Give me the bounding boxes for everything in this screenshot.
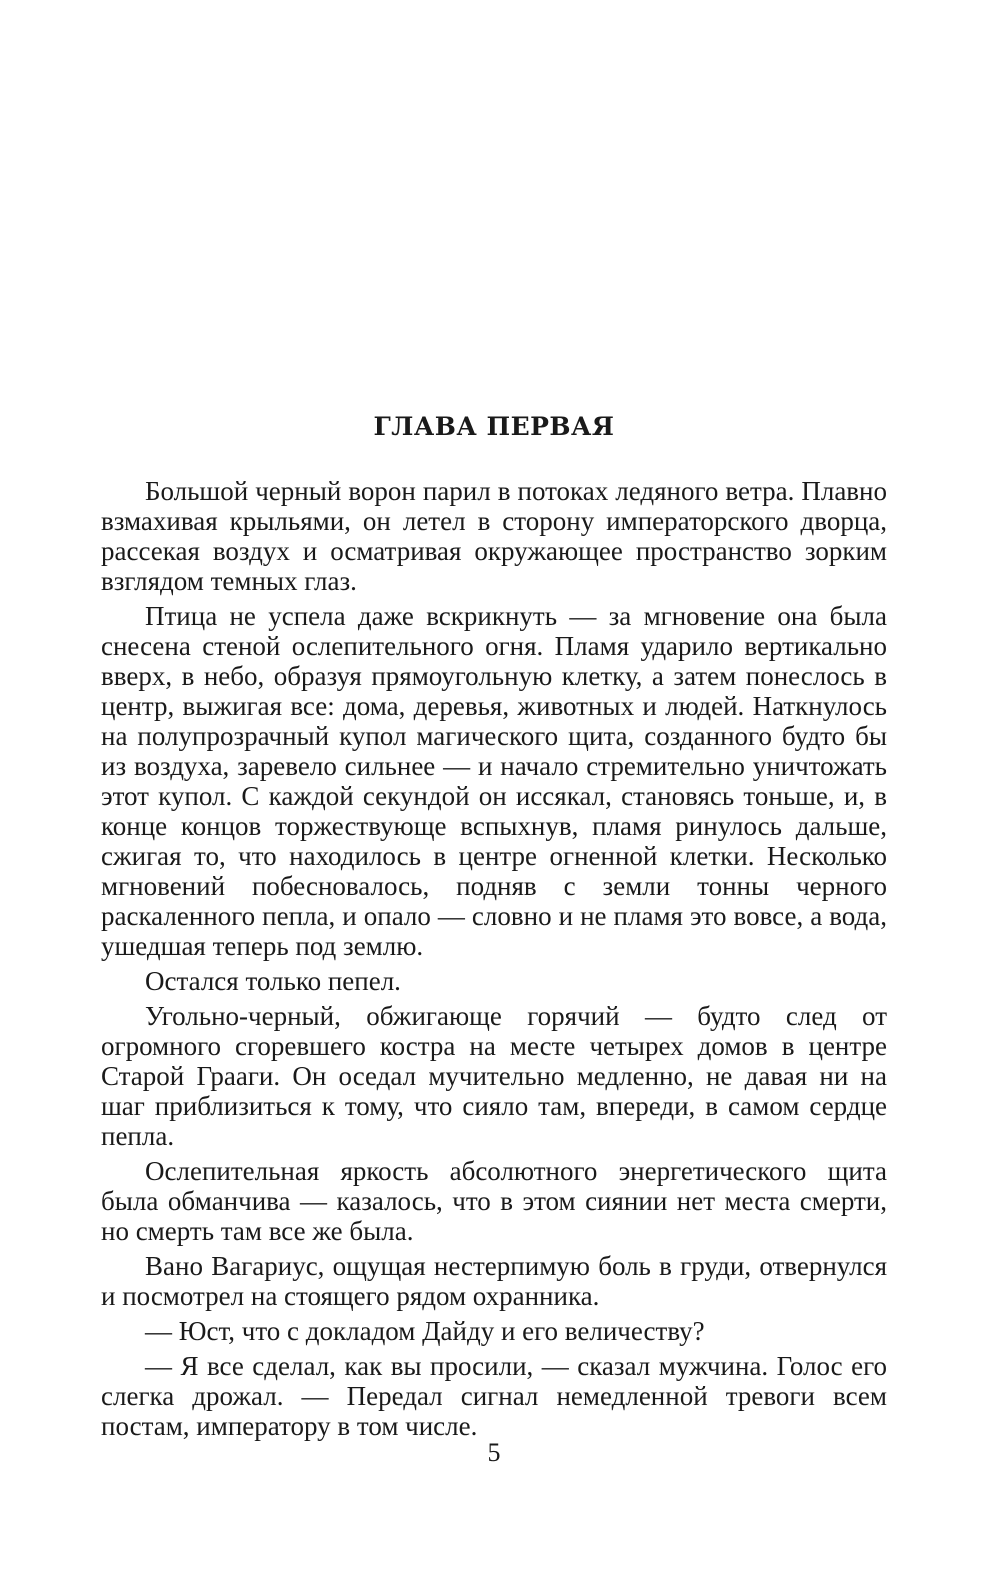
book-page (101, 0, 887, 1575)
dialogue-line: — Юст, что с докладом Дайду и его величеству? (145, 1316, 705, 1346)
paragraph: Вано Вагариус, ощущая нестерпимую боль в груди, отвернулся и посмотрел на стоящего рядом охранника. (101, 1251, 887, 1311)
paragraph: Угольно-черный, обжигающе горячий — будто след от огромного сгоревшего костра на месте четырех домов в центре Старой Грааги. Он оседал мучительно медленно, не давая ни на шаг приблизиться к тому, что сияло там, впереди, в самом сердце пепла. (101, 1001, 887, 1151)
chapter-title: ГЛАВА ПЕРВАЯ (373, 412, 615, 441)
page-number: 5 (487, 1438, 501, 1467)
paragraph: Большой черный ворон парил в потоках ледяного ветра. Плавно взмахивая крыльями, он летел в сторону императорского дворца, рассекая воздух и осматривая окружающее пространство зорким взглядом темных глаз. (101, 476, 887, 596)
dialogue-line: — Я все сделал, как вы просили, — сказал мужчина. Голос его слегка дрожал. — Передал сигнал немедленной тревоги всем постам, императору в том числе. (101, 1351, 887, 1441)
paragraph: Остался только пепел. (145, 966, 401, 996)
paragraph: Птица не успела даже вскрикнуть — за мгновение она была снесена стеной ослепительного огня. Пламя ударило вертикально вверх, в небо, образуя прямоугольную клетку, а затем понеслось в центр, выжигая все: дома, деревья, животных и людей. Наткнулось на полупрозрачный купол магического щита, созданного будто бы из воздуха, заревело сильнее — и начало стремительно уничтожать этот купол. С каждой секундой он иссякал, становясь тоньше, и, в конце концов торжествующе вспыхнув, пламя ринулось дальше, сжигая то, что находилось в центре огненной клетки. Несколько мгновений побесновалось, подняв с земли тонны черного раскаленного пепла, и опало — словно и не пламя это вовсе, а вода, ушедшая теперь под землю. (101, 601, 887, 961)
paragraph: Ослепительная яркость абсолютного энергетического щита была обманчива — казалось, что в этом сиянии нет места смерти, но смерть там все же была. (101, 1156, 887, 1246)
chapter-text (101, 476, 887, 1441)
